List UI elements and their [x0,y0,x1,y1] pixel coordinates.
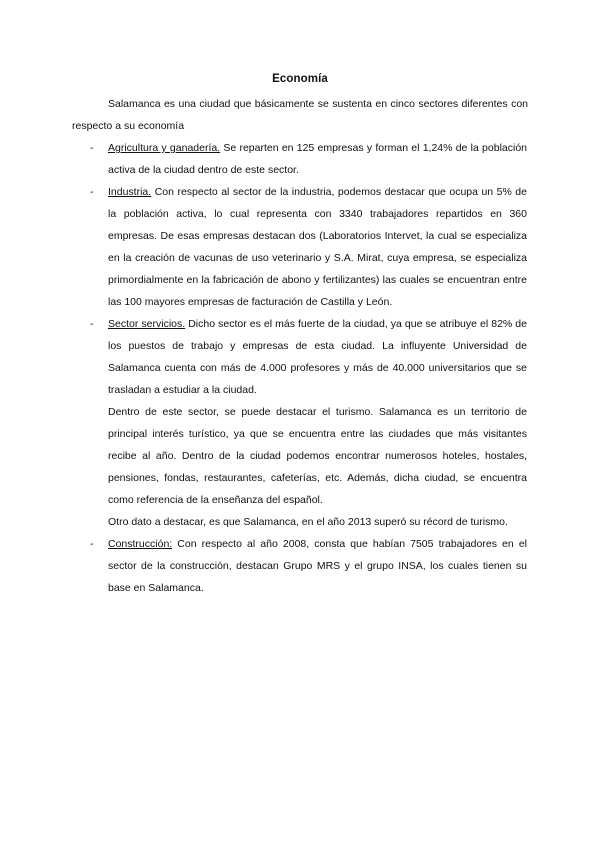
bullet-dash: - [90,142,94,154]
sector-label: Agricultura y ganadería. [108,142,221,154]
sector-paragraph [108,313,527,401]
page-title: Economía [272,73,328,85]
sector-paragraph-record: Otro dato a destacar, es que Salamanca, en el año 2013 superó su récord de turismo. [108,516,508,528]
sector-item-construccion [0,533,527,599]
sector-label: Industria. [108,186,152,198]
sector-text: Con respecto al año 2008, consta que habían 7505 trabajadores en el sector de la construcción, destacan Grupo MRS y el grupo INSA, los cuales tienen su base en Salamanca. [108,538,527,594]
sector-paragraph [108,181,527,313]
sector-text: Con respecto al sector de la industria, podemos destacar que ocupa un 5% de la población activa, lo cual representa con 3340 trabajadores repartidos en 360 empresas. De esas empresas destacan dos (Laboratorios Intervet, la cual se especializa en la creación de vacunas de uso veterinario y S.A. Mirat, cuya empresa, se especializa primordialmente en la fabricación de abono y fertilizantes) las cuales se encuentran entre las 100 mayores empresas de facturación de Castilla y León. [108,186,527,308]
intro-paragraph: Salamanca es una ciudad que básicamente se sustenta en cinco sectores diferentes con respecto a su economía [72,98,528,132]
sector-label: Sector servicios. [108,318,186,330]
sector-paragraph [108,137,527,181]
sector-item-industria [0,181,527,313]
bullet-dash: - [90,318,94,330]
bullet-dash: - [90,186,94,198]
sector-item-agricultura [0,137,527,181]
sector-text: Se reparten en 125 empresas y forman el 1,24% de la población activa de la ciudad dentro de este sector. [108,142,528,176]
sector-paragraph [108,533,527,599]
sector-list [0,137,600,599]
sector-paragraph-turismo: Dentro de este sector, se puede destacar el turismo. Salamanca es un territorio de principal interés turístico, ya que se encuentra entre las ciudades que más visitantes recibe al año. Dentro de la ciudad podemos encontrar numerosos hoteles, hostales, pensiones, fondas, restaurantes, cafeterías, etc. Además, dicha ciudad, se encuentra como referencia de la enseñanza del español. [108,406,527,506]
sector-item-servicios [0,313,527,533]
bullet-dash: - [90,538,94,550]
sector-text: Dicho sector es el más fuerte de la ciudad, ya que se atribuye el 82% de los puestos de trabajo y empresas de esta ciudad. La influyente Universidad de Salamanca cuenta con más de 4.000 profesores y más de 40.000 universitarios que se trasladan a estudiar a la ciudad. [108,318,527,396]
sector-label: Construcción: [108,538,173,550]
